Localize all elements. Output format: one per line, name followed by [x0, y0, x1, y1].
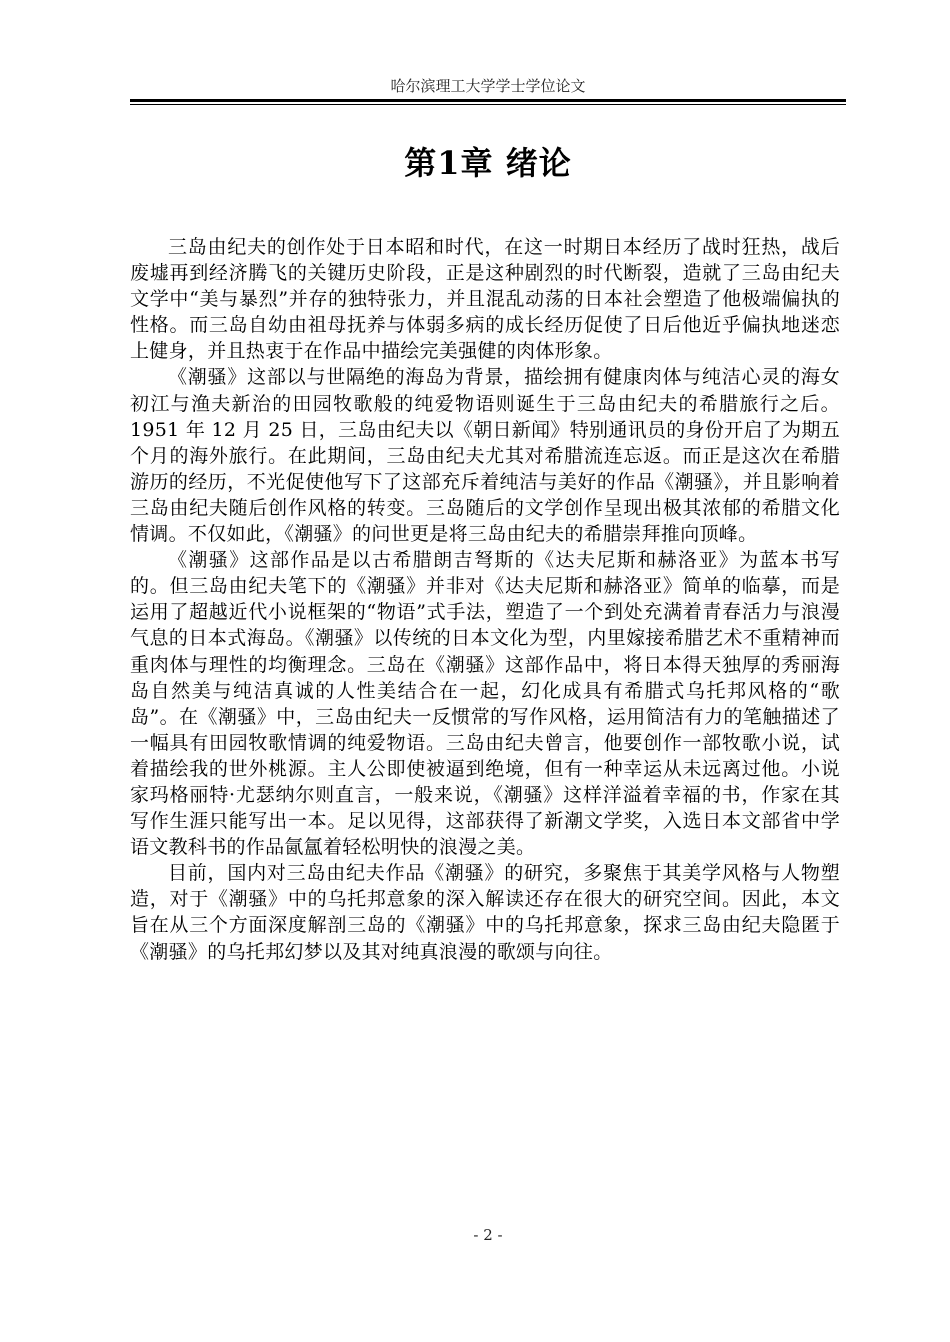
- header-rule-thick: [130, 99, 846, 102]
- page-number: - 2 -: [473, 1226, 503, 1244]
- running-header: 哈尔滨理工大学学士学位论文: [390, 77, 586, 95]
- paragraph-2: 《潮骚》这部以与世隔绝的海岛为背景，描绘拥有健康肉体与纯洁心灵的海女初江与渔夫新治的田园牧歌般的纯爱物语则诞生于三岛由纪夫的希腊旅行之后。1951 年 12 月 25 日，三岛由纪夫以《朝日新闻》特别通讯员的身份开启了为期五个月的海外旅行。在此期间，三岛由纪夫尤其对希腊流连忘返。而正是这次在希腊游历的经历，不光促使他写下了这部充斥着纯洁与美好的作品《潮骚》，并且影响着三岛由纪夫随后创作风格的转变。三岛随后的文学创作呈现出极其浓郁的希腊文化情调。不仅如此，《潮骚》的问世更是将三岛由纪夫的希腊崇拜推向顶峰。: [130, 366, 840, 546]
- paragraph-4: 目前，国内对三岛由纪夫作品《潮骚》的研究，多聚焦于其美学风格与人物塑造，对于《潮骚》中的乌托邦意象的深入解读还存在很大的研究空间。因此，本文旨在从三个方面深度解剖三岛的《潮骚》中的乌托邦意象，探求三岛由纪夫隐匿于《潮骚》的乌托邦幻梦以及其对纯真浪漫的歌颂与向往。: [130, 862, 840, 963]
- paragraph-3: 《潮骚》这部作品是以古希腊朗吉弩斯的《达夫尼斯和赫洛亚》为蓝本书写的。但三岛由纪夫笔下的《潮骚》并非对《达夫尼斯和赫洛亚》简单的临摹，而是运用了超越近代小说框架的“物语”式手法，塑造了一个到处充满着青春活力与浪漫气息的日本式海岛。《潮骚》以传统的日本文化为型，内里嫁接希腊艺术不重精神而重肉体与理性的均衡理念。三岛在《潮骚》这部作品中，将日本得天独厚的秀丽海岛自然美与纯洁真诚的人性美结合在一起，幻化成具有希腊式乌托邦风格的“歌岛”。在《潮骚》中，三岛由纪夫一反惯常的写作风格，运用简洁有力的笔触描述了一幅具有田园牧歌情调的纯爱物语。三岛由纪夫曾言，他要创作一部牧歌小说，试着描绘我的世外桃源。主人公即使被逼到绝境，但有一种幸运从未远离过他。小说家玛格丽特·尤瑟纳尔则直言，一般来说，《潮骚》这样洋溢着幸福的书，作家在其写作生涯只能写出一本。足以见得，这部获得了新潮文学奖，入选日本文部省中学语文教科书的作品氤氲着轻松明快的浪漫之美。: [130, 549, 840, 859]
- chapter-title: 第1章 绪论: [404, 144, 572, 182]
- body-text: [130, 234, 840, 965]
- paragraph-1: 三岛由纪夫的创作处于日本昭和时代，在这一时期日本经历了战时狂热，战后废墟再到经济腾飞的关键历史阶段，正是这种剧烈的时代断裂，造就了三岛由纪夫文学中“美与暴烈”并存的独特张力，并且混乱动荡的日本社会塑造了他极端偏执的性格。而三岛自幼由祖母抚养与体弱多病的成长经历促使了日后他近乎偏执地迷恋上健身，并且热衷于在作品中描绘完美强健的肉体形象。: [130, 236, 840, 363]
- header-rule-thin: [130, 104, 846, 105]
